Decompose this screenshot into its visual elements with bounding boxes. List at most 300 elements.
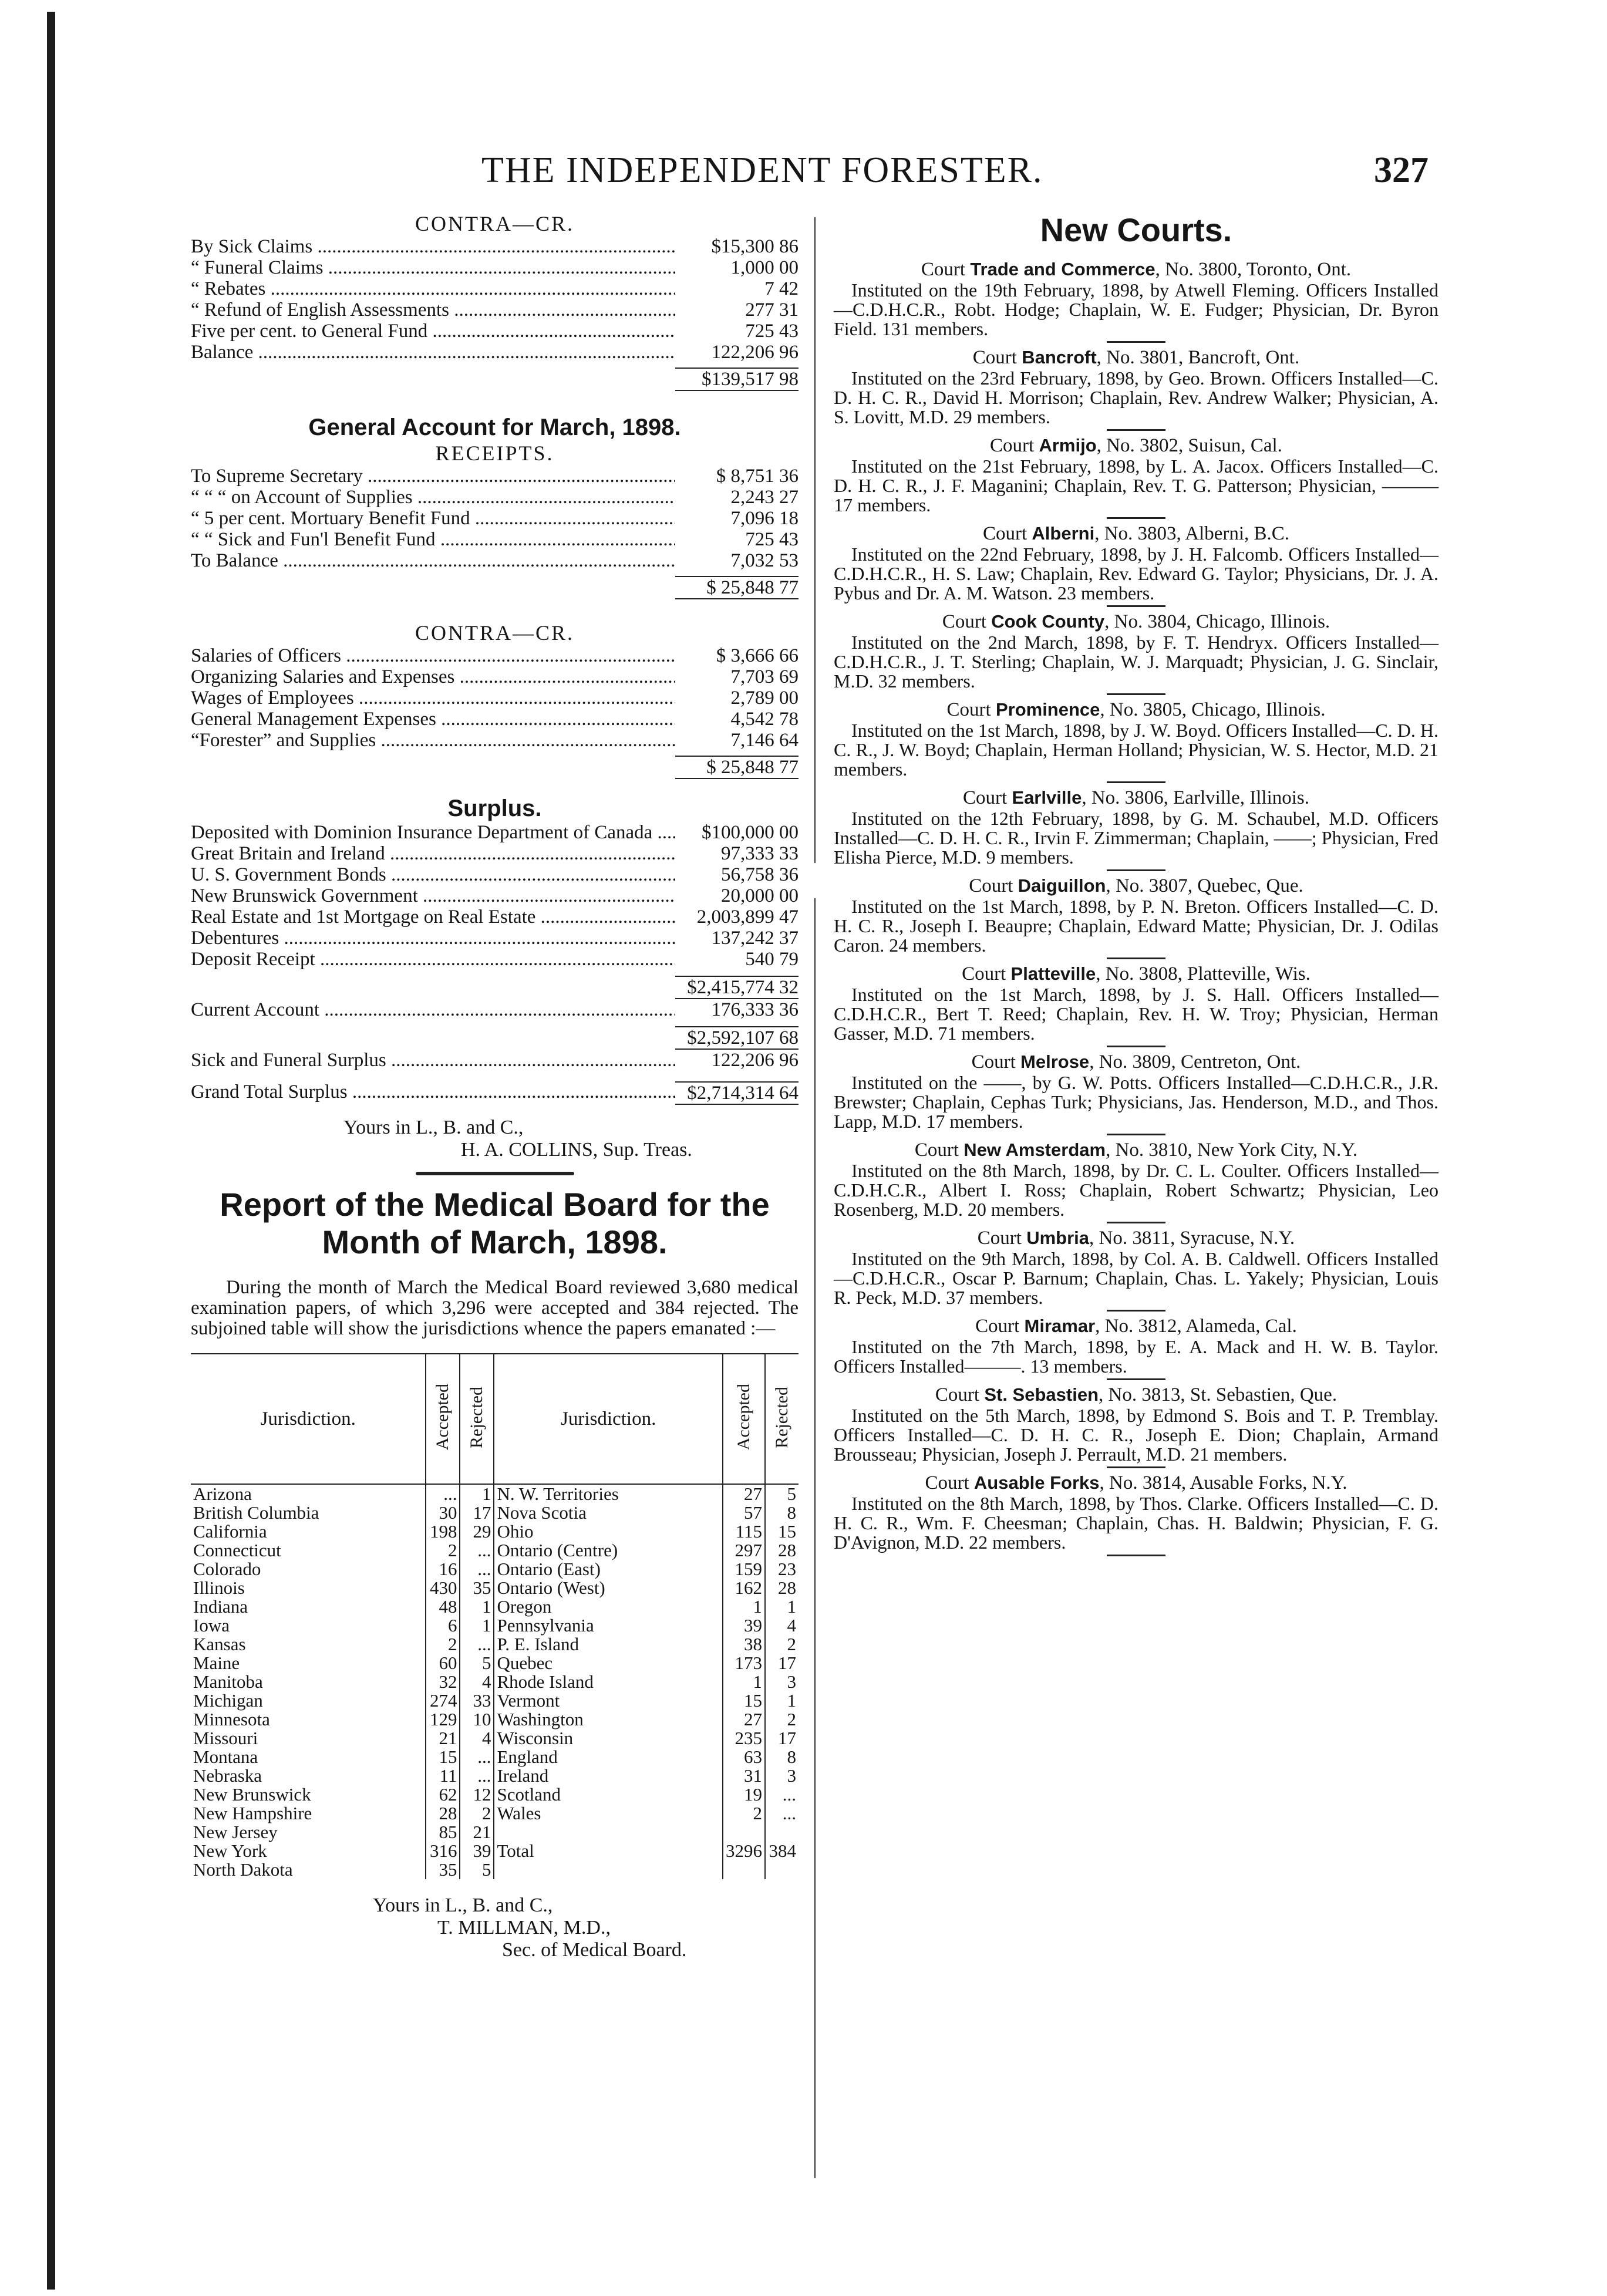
- court-prefix: Court: [990, 435, 1035, 456]
- accepted-cell: 48: [426, 1597, 460, 1616]
- table-row: [191, 1748, 799, 1766]
- court-name: Armijo: [1039, 435, 1097, 456]
- ledger-label: Five per cent. to General Fund .....: [191, 321, 675, 342]
- ledger-amount: 277 31: [745, 299, 799, 321]
- jurisdiction-cell: Ontario (West): [494, 1579, 723, 1597]
- ledger-label: Wages of Employees .....: [191, 687, 675, 709]
- ledger-amount: 20,000 00: [721, 885, 799, 906]
- court-title: [834, 258, 1438, 281]
- treasurer-closing: Yours in L., B. and C.,: [343, 1117, 524, 1138]
- ledger-amount: $15,300 86: [711, 236, 799, 257]
- court-details: Instituted on the 1st March, 1898, by P. N. Breton. Officers Installed—C. D. H. C. R., Joseph I. Beaupre; Chaplain, Edward Matte; Physician, Dr. J. Odilas Caron. 24 members.: [834, 896, 1438, 956]
- accepted-cell: 129: [426, 1710, 460, 1729]
- accepted-cell: 60: [426, 1654, 460, 1673]
- rejected-cell: 1: [460, 1597, 494, 1616]
- general-total: $ 25,848 77: [675, 576, 799, 599]
- running-header: THE INDEPENDENT FORESTER.: [481, 150, 1043, 190]
- jurisdiction-cell: New Brunswick: [193, 1784, 311, 1805]
- accepted-cell: 1: [723, 1673, 765, 1691]
- court-name: Bancroft: [1022, 347, 1097, 368]
- rejected-cell: 4: [460, 1673, 494, 1691]
- accepted-cell: 198: [426, 1522, 460, 1541]
- jurisdiction-cell: British Columbia: [193, 1502, 319, 1523]
- court-title: [834, 1139, 1438, 1161]
- medical-intro: During the month of March the Medical Board reviewed 3,680 medical examination papers, of which 3,296 were accepted and 384 rejected. The subjoined table will show the jurisdictions whence the papers emanated :—: [191, 1277, 799, 1339]
- accepted-cell: 62: [426, 1785, 460, 1804]
- ledger-amount: 122,206 96: [711, 342, 799, 363]
- jurisdiction-cell: Ohio: [494, 1522, 723, 1541]
- rejected-cell: 28: [765, 1541, 799, 1560]
- left-column: [191, 211, 799, 1961]
- page-number: 327: [1374, 150, 1429, 190]
- jurisdiction-cell: N. W. Territories: [494, 1484, 723, 1503]
- ledger-amount: 2,243 27: [730, 487, 799, 508]
- jurisdiction-cell: Total: [494, 1842, 723, 1860]
- table-row: [191, 1654, 799, 1673]
- rejected-cell: ...: [460, 1541, 494, 1560]
- ledger-row: [191, 321, 799, 342]
- treasurer-signature: H. A. COLLINS, Sup. Treas.: [461, 1139, 692, 1161]
- ledger-amount: 4,542 78: [730, 709, 799, 730]
- table-row: [191, 1673, 799, 1691]
- ledger-row: [191, 645, 799, 666]
- jurisdiction-cell: Colorado: [193, 1559, 261, 1579]
- court-prefix: Court: [982, 523, 1027, 544]
- jurisdiction-cell: Michigan: [193, 1690, 263, 1711]
- rejected-cell: 1: [460, 1616, 494, 1635]
- accepted-cell: [723, 1860, 765, 1879]
- jurisdiction-cell: Oregon: [494, 1597, 723, 1616]
- accepted-cell: 2: [723, 1804, 765, 1823]
- court-details: Instituted on the 1st March, 1898, by J. W. Boyd. Officers Installed—C. D. H. C. R., J. W. Boyd; Chaplain, Herman Holland; Physician, W. S. Hector, M.D. 21 members.: [834, 720, 1438, 780]
- rejected-cell: 8: [765, 1748, 799, 1766]
- table-row: [191, 1766, 799, 1785]
- rejected-cell: 33: [460, 1691, 494, 1710]
- ledger-amount: $ 8,751 36: [716, 466, 799, 487]
- accepted-cell: 2: [426, 1635, 460, 1654]
- jurisdiction-cell: Wales: [494, 1804, 723, 1823]
- ledger-label: “Forester” and Supplies .....: [191, 730, 675, 751]
- accepted-cell: 27: [723, 1710, 765, 1729]
- sick-surplus-amount: 122,206 96: [711, 1050, 799, 1071]
- ledger-row: [191, 550, 799, 571]
- rejected-cell: 1: [765, 1597, 799, 1616]
- court-prefix: Court: [971, 1051, 1016, 1073]
- contra1-rows: [191, 236, 799, 363]
- accepted-cell: 19: [723, 1785, 765, 1804]
- court-prefix: Court: [962, 787, 1008, 808]
- accepted-cell: 30: [426, 1503, 460, 1522]
- grand-total-label: Grand Total Surplus .....: [191, 1081, 675, 1105]
- binding-edge: [47, 12, 55, 2290]
- rejected-cell: 4: [765, 1616, 799, 1635]
- court-details: Instituted on the 23rd February, 1898, by Geo. Brown. Officers Installed—C. D. H. C. R., David H. Morrison; Chaplain, Rev. Andrew Walker; Physician, A. S. Lovitt, M.D. 29 members.: [834, 368, 1438, 427]
- rejected-cell: 17: [765, 1729, 799, 1748]
- rejected-cell: 28: [765, 1579, 799, 1597]
- court-title: [834, 1227, 1438, 1249]
- jurisdiction-cell: Connecticut: [193, 1540, 281, 1560]
- ledger-amount: 7 42: [764, 278, 799, 299]
- ledger-amount: 725 43: [745, 321, 799, 342]
- jurisdiction-cell: Arizona: [193, 1484, 252, 1504]
- jurisdiction-cell: Nova Scotia: [494, 1503, 723, 1522]
- jurisdiction-cell: Washington: [494, 1710, 723, 1729]
- court-entry: [834, 875, 1438, 959]
- court-prefix: Court: [935, 1384, 980, 1405]
- court-entry: [834, 699, 1438, 783]
- accepted-cell: 3296: [723, 1842, 765, 1860]
- ledger-amount: 2,003,899 47: [696, 906, 799, 928]
- court-name: Prominence: [995, 699, 1100, 720]
- court-prefix: Court: [972, 347, 1017, 368]
- accepted-cell: 159: [723, 1560, 765, 1579]
- court-separator: [1107, 1310, 1165, 1311]
- rejected-cell: [765, 1860, 799, 1879]
- ledger-row: [191, 487, 799, 508]
- rejected-cell: [765, 1823, 799, 1842]
- jurisdiction-table: [191, 1353, 799, 1879]
- grand-total-amount: $2,714,314 64: [675, 1081, 799, 1105]
- accepted-cell: 39: [723, 1616, 765, 1635]
- col-jurisdiction-2: Jurisdiction.: [494, 1354, 723, 1484]
- general-rows: [191, 466, 799, 571]
- court-prefix: Court: [969, 875, 1013, 896]
- ledger-label: “ Refund of English Assessments .....: [191, 299, 675, 321]
- jurisdiction-cell: Iowa: [193, 1615, 230, 1636]
- accepted-cell: 85: [426, 1823, 460, 1842]
- court-name: Alberni: [1032, 523, 1095, 544]
- accepted-cell: 35: [426, 1860, 460, 1879]
- jurisdiction-cell: Wisconsin: [494, 1729, 723, 1748]
- col-accepted-2: Accepted: [723, 1354, 765, 1484]
- column-divider-top: [814, 217, 816, 863]
- ledger-label: Great Britain and Ireland .....: [191, 843, 675, 864]
- accepted-cell: 115: [723, 1522, 765, 1541]
- ledger-label: By Sick Claims .....: [191, 236, 675, 257]
- receipts-heading: RECEIPTS.: [435, 441, 554, 465]
- court-entry: [834, 1384, 1438, 1468]
- court-title: [834, 522, 1438, 545]
- rejected-cell: ...: [460, 1748, 494, 1766]
- ledger-label: Balance .....: [191, 342, 675, 363]
- contra2-rows: [191, 645, 799, 751]
- rejected-cell: 23: [765, 1560, 799, 1579]
- court-name: Umbria: [1026, 1228, 1090, 1248]
- court-title: [834, 1315, 1438, 1337]
- surplus-subtotal2-row: [191, 1026, 799, 1050]
- rejected-cell: 2: [460, 1804, 494, 1823]
- surplus-heading: Surplus.: [447, 795, 542, 821]
- table-row: [191, 1579, 799, 1597]
- court-details: Instituted on the 7th March, 1898, by E. A. Mack and H. W. B. Taylor. Officers Installed———. 13 members.: [834, 1336, 1438, 1377]
- jurisdiction-cell: [494, 1823, 723, 1842]
- ledger-label: “ 5 per cent. Mortuary Benefit Fund .....: [191, 508, 675, 529]
- court-name: Cook County: [991, 611, 1105, 632]
- court-title: [834, 346, 1438, 369]
- court-entry: [834, 1472, 1438, 1556]
- court-location: , No. 3808, Platteville, Wis.: [1096, 963, 1310, 985]
- table-row: [191, 1729, 799, 1748]
- table-row: [191, 1804, 799, 1823]
- medical-closing: Yours in L., B. and C.,: [373, 1894, 553, 1916]
- accepted-cell: 274: [426, 1691, 460, 1710]
- ledger-label: Salaries of Officers .....: [191, 645, 675, 666]
- table-row: [191, 1635, 799, 1654]
- court-separator: [1107, 693, 1165, 695]
- court-name: New Amsterdam: [963, 1139, 1106, 1160]
- surplus-subtotal2: $2,592,107 68: [675, 1026, 799, 1050]
- court-details: Instituted on the 8th March, 1898, by Thos. Clarke. Officers Installed—C. D. H. C. R., Wm. F. Cheesman; Chaplain, Chas. H. Baldwin; Physician, F. G. D'Avignon, M.D. 22 members.: [834, 1493, 1438, 1553]
- rejected-cell: 10: [460, 1710, 494, 1729]
- court-prefix: Court: [962, 963, 1006, 985]
- accepted-cell: 28: [426, 1804, 460, 1823]
- jurisdiction-cell: New York: [193, 1840, 267, 1861]
- ledger-label: New Brunswick Government .....: [191, 885, 675, 906]
- table-row: [191, 1484, 799, 1503]
- court-separator: [1107, 605, 1165, 607]
- court-entry: [834, 258, 1438, 343]
- ledger-label: Debentures .....: [191, 928, 675, 949]
- rejected-cell: 39: [460, 1842, 494, 1860]
- accepted-cell: [723, 1823, 765, 1842]
- court-entry: [834, 522, 1438, 607]
- court-location: , No. 3805, Chicago, Illinois.: [1100, 699, 1326, 720]
- ledger-row: [191, 666, 799, 687]
- jurisdiction-cell: Nebraska: [193, 1765, 262, 1786]
- court-title: [834, 1472, 1438, 1494]
- ledger-amount: 540 79: [745, 949, 799, 970]
- rejected-cell: ...: [765, 1804, 799, 1823]
- ledger-row: [191, 709, 799, 730]
- court-details: Instituted on the 9th March, 1898, by Col. A. B. Caldwell. Officers Installed—C.D.H.C.R., Oscar P. Barnum; Chaplain, Chas. L. Yakely; Physician, Louis R. Peck, M.D. 37 members.: [834, 1248, 1438, 1308]
- ledger-row: [191, 299, 799, 321]
- rejected-cell: 8: [765, 1503, 799, 1522]
- court-location: , No. 3810, New York City, N.Y.: [1106, 1139, 1358, 1161]
- current-account-row: [191, 999, 799, 1020]
- court-name: Miramar: [1024, 1316, 1096, 1336]
- ornament-divider: [416, 1172, 574, 1175]
- jurisdiction-cell: Minnesota: [193, 1709, 270, 1729]
- court-entry: [834, 611, 1438, 695]
- accepted-cell: 1: [723, 1597, 765, 1616]
- rejected-cell: 3: [765, 1766, 799, 1785]
- ledger-label: Deposited with Dominion Insurance Department of Canada .....: [191, 822, 675, 843]
- ledger-row: [191, 342, 799, 363]
- court-location: , No. 3814, Ausable Forks, N.Y.: [1099, 1472, 1347, 1493]
- rejected-cell: ...: [460, 1635, 494, 1654]
- court-separator: [1107, 781, 1165, 783]
- court-prefix: Court: [977, 1228, 1022, 1249]
- court-entry: [834, 963, 1438, 1047]
- table-row: [191, 1503, 799, 1522]
- contra1-total-row: [191, 368, 799, 391]
- contra1-total: $139,517 98: [675, 368, 799, 391]
- table-row: [191, 1541, 799, 1560]
- ledger-row: [191, 822, 799, 843]
- ledger-amount: 1,000 00: [730, 257, 799, 278]
- jurisdiction-cell: Quebec: [494, 1654, 723, 1673]
- jurisdiction-cell: New Jersey: [193, 1822, 278, 1842]
- grand-total-row: [191, 1081, 799, 1105]
- court-name: Platteville: [1010, 963, 1096, 984]
- jurisdiction-cell: Vermont: [494, 1691, 723, 1710]
- jurisdiction-cell: Ontario (East): [494, 1560, 723, 1579]
- right-column: [834, 211, 1438, 1560]
- surplus-subtotal1-row: [191, 976, 799, 999]
- court-entry: [834, 346, 1438, 431]
- ledger-label: “ Rebates .....: [191, 278, 675, 299]
- jurisdiction-cell: Scotland: [494, 1785, 723, 1804]
- court-prefix: Court: [925, 1472, 969, 1493]
- court-title: [834, 875, 1438, 897]
- jurisdiction-cell: Manitoba: [193, 1671, 263, 1692]
- court-separator: [1107, 869, 1165, 871]
- table-row: [191, 1823, 799, 1842]
- table-row: [191, 1710, 799, 1729]
- accepted-cell: ...: [426, 1484, 460, 1503]
- court-details: Instituted on the 22nd February, 1898, by J. H. Falcomb. Officers Installed—C.D.H.C.R., H. S. Law; Chaplain, Rev. Edward G. Taylor; Physicians, Dr. J. A. Pybus and Dr. A. M. Watson. 23 members.: [834, 544, 1438, 603]
- rejected-cell: 1: [765, 1691, 799, 1710]
- court-prefix: Court: [946, 699, 991, 720]
- table-row: [191, 1785, 799, 1804]
- court-location: , No. 3809, Centreton, Ont.: [1089, 1051, 1301, 1073]
- court-location: , No. 3803, Alberni, B.C.: [1094, 523, 1290, 544]
- court-details: Instituted on the 8th March, 1898, by Dr. C. L. Coulter. Officers Installed—C.D.H.C.R., Albert I. Ross; Chaplain, Robert Schwartz; Physician, Leo Rosenberg, M.D. 20 members.: [834, 1160, 1438, 1220]
- court-entry: [834, 1227, 1438, 1311]
- rejected-cell: 21: [460, 1823, 494, 1842]
- accepted-cell: 31: [723, 1766, 765, 1785]
- jurisdiction-cell: Ontario (Centre): [494, 1541, 723, 1560]
- jurisdiction-cell: North Dakota: [193, 1859, 293, 1880]
- ledger-label: To Supreme Secretary .....: [191, 466, 675, 487]
- accepted-cell: 38: [723, 1635, 765, 1654]
- ledger-amount: 7,032 53: [730, 550, 799, 571]
- ledger-row: [191, 529, 799, 550]
- accepted-cell: 11: [426, 1766, 460, 1785]
- court-details: Instituted on the 12th February, 1898, by G. M. Schaubel, M.D. Officers Installed—C. D. H. C. R., Irvin F. Zimmerman; Chaplain, ——; Physician, Fred Elisha Pierce, M.D. 9 members.: [834, 808, 1438, 868]
- court-separator: [1107, 1134, 1165, 1135]
- general-total-row: [191, 576, 799, 599]
- court-details: Instituted on the 1st March, 1898, by J. S. Hall. Officers Installed—C.D.H.C.R., Bert T. Reed; Chaplain, Rev. H. W. Troy; Physician, Herman Gasser, M.D. 71 members.: [834, 984, 1438, 1044]
- accepted-cell: 173: [723, 1654, 765, 1673]
- table-row: [191, 1860, 799, 1879]
- jurisdiction-cell: England: [494, 1748, 723, 1766]
- court-location: , No. 3802, Suisun, Cal.: [1096, 435, 1282, 456]
- ledger-row: [191, 928, 799, 949]
- court-location: , No. 3800, Toronto, Ont.: [1155, 259, 1352, 280]
- ledger-label: “ “ “ on Account of Supplies .....: [191, 487, 675, 508]
- rejected-cell: 17: [460, 1503, 494, 1522]
- jurisdiction-cell: P. E. Island: [494, 1635, 723, 1654]
- rejected-cell: 15: [765, 1522, 799, 1541]
- court-title: [834, 434, 1438, 457]
- court-details: Instituted on the 5th March, 1898, by Edmond S. Bois and T. P. Tremblay. Officers Installed—C. D. H. C. R., Joseph E. Dion; Chaplain, Armand Brousseau; Physician, Joseph J. Perrault, M.D. 21 members.: [834, 1405, 1438, 1465]
- accepted-cell: 15: [723, 1691, 765, 1710]
- surplus-subtotal1: $2,415,774 32: [675, 976, 799, 999]
- rejected-cell: 5: [765, 1484, 799, 1503]
- court-location: , No. 3806, Earlville, Illinois.: [1082, 787, 1310, 808]
- ledger-label: Deposit Receipt .....: [191, 949, 675, 970]
- accepted-cell: 235: [723, 1729, 765, 1748]
- rejected-cell: 2: [765, 1710, 799, 1729]
- rejected-cell: ...: [460, 1766, 494, 1785]
- ledger-label: U. S. Government Bonds .....: [191, 864, 675, 885]
- ledger-row: [191, 885, 799, 906]
- court-title: [834, 963, 1438, 985]
- table-row: [191, 1560, 799, 1579]
- rejected-cell: ...: [460, 1560, 494, 1579]
- accepted-cell: 162: [723, 1579, 765, 1597]
- ledger-row: [191, 730, 799, 751]
- jurisdiction-cell: New Hampshire: [193, 1803, 312, 1823]
- contra2-total: $ 25,848 77: [675, 756, 799, 779]
- col-rejected-2: Rejected: [765, 1354, 799, 1484]
- new-courts-heading: New Courts.: [1040, 211, 1232, 248]
- rejected-cell: 5: [460, 1654, 494, 1673]
- accepted-cell: 57: [723, 1503, 765, 1522]
- rejected-cell: ...: [765, 1785, 799, 1804]
- rejected-cell: 384: [765, 1842, 799, 1860]
- court-list: [834, 258, 1438, 1556]
- medical-signature: T. MILLMAN, M.D.,: [437, 1917, 611, 1938]
- accepted-cell: 316: [426, 1842, 460, 1860]
- court-name: Ausable Forks: [973, 1472, 1100, 1493]
- court-prefix: Court: [942, 611, 986, 632]
- contra-heading: CONTRA—CR.: [415, 212, 575, 235]
- rejected-cell: 29: [460, 1522, 494, 1541]
- court-name: Daiguillon: [1018, 875, 1106, 896]
- court-name: St. Sebastien: [984, 1384, 1099, 1405]
- court-separator: [1107, 1378, 1165, 1380]
- accepted-cell: 430: [426, 1579, 460, 1597]
- jurisdiction-cell: California: [193, 1521, 267, 1542]
- col-rejected-1: Rejected: [460, 1354, 494, 1484]
- court-title: [834, 699, 1438, 721]
- general-account-heading: General Account for March, 1898.: [308, 414, 681, 440]
- jurisdiction-cell: Rhode Island: [494, 1673, 723, 1691]
- court-details: Instituted on the 2nd March, 1898, by F. T. Hendryx. Officers Installed—C.D.H.C.R., J. T. Sterling; Chaplain, W. J. Marquadt; Physician, J. G. Sinclair, M.D. 32 members.: [834, 632, 1438, 692]
- table-row: [191, 1616, 799, 1635]
- ledger-label: Real Estate and 1st Mortgage on Real Estate .....: [191, 906, 675, 928]
- rejected-cell: 5: [460, 1860, 494, 1879]
- ledger-amount: 7,703 69: [730, 666, 799, 687]
- rejected-cell: 1: [460, 1484, 494, 1503]
- court-entry: [834, 1051, 1438, 1135]
- accepted-cell: 15: [426, 1748, 460, 1766]
- court-details: Instituted on the 19th February, 1898, by Atwell Fleming. Officers Installed—C.D.H.C.R., Robt. Hodge; Chaplain, W. E. Fudger; Physician, Dr. Byron Field. 131 members.: [834, 279, 1438, 339]
- court-location: , No. 3804, Chicago, Illinois.: [1104, 611, 1330, 632]
- court-details: Instituted on the ——, by G. W. Potts. Officers Installed—C.D.H.C.R., J.R. Brewster; Chaplain, Cephas Turk; Physicians, Jas. Henderson, M.D., and Thos. Lapp, M.D. 17 members.: [834, 1072, 1438, 1132]
- court-separator: [1107, 429, 1165, 431]
- ledger-row: [191, 949, 799, 970]
- ledger-row: [191, 508, 799, 529]
- jurisdiction-cell: Illinois: [193, 1577, 245, 1598]
- ledger-amount: $100,000 00: [702, 822, 799, 843]
- rejected-cell: 12: [460, 1785, 494, 1804]
- court-location: , No. 3807, Quebec, Que.: [1106, 875, 1303, 896]
- sick-surplus-label: Sick and Funeral Surplus .....: [191, 1050, 675, 1071]
- court-name: Earlville: [1012, 787, 1082, 808]
- court-prefix: Court: [975, 1316, 1020, 1337]
- jurisdiction-cell: Kansas: [193, 1634, 246, 1654]
- sick-surplus-row: [191, 1050, 799, 1071]
- ledger-row: [191, 864, 799, 885]
- court-location: , No. 3813, St. Sebastien, Que.: [1099, 1384, 1338, 1405]
- rejected-cell: 4: [460, 1729, 494, 1748]
- ledger-row: [191, 687, 799, 709]
- table-row: [191, 1522, 799, 1541]
- ledger-row: [191, 257, 799, 278]
